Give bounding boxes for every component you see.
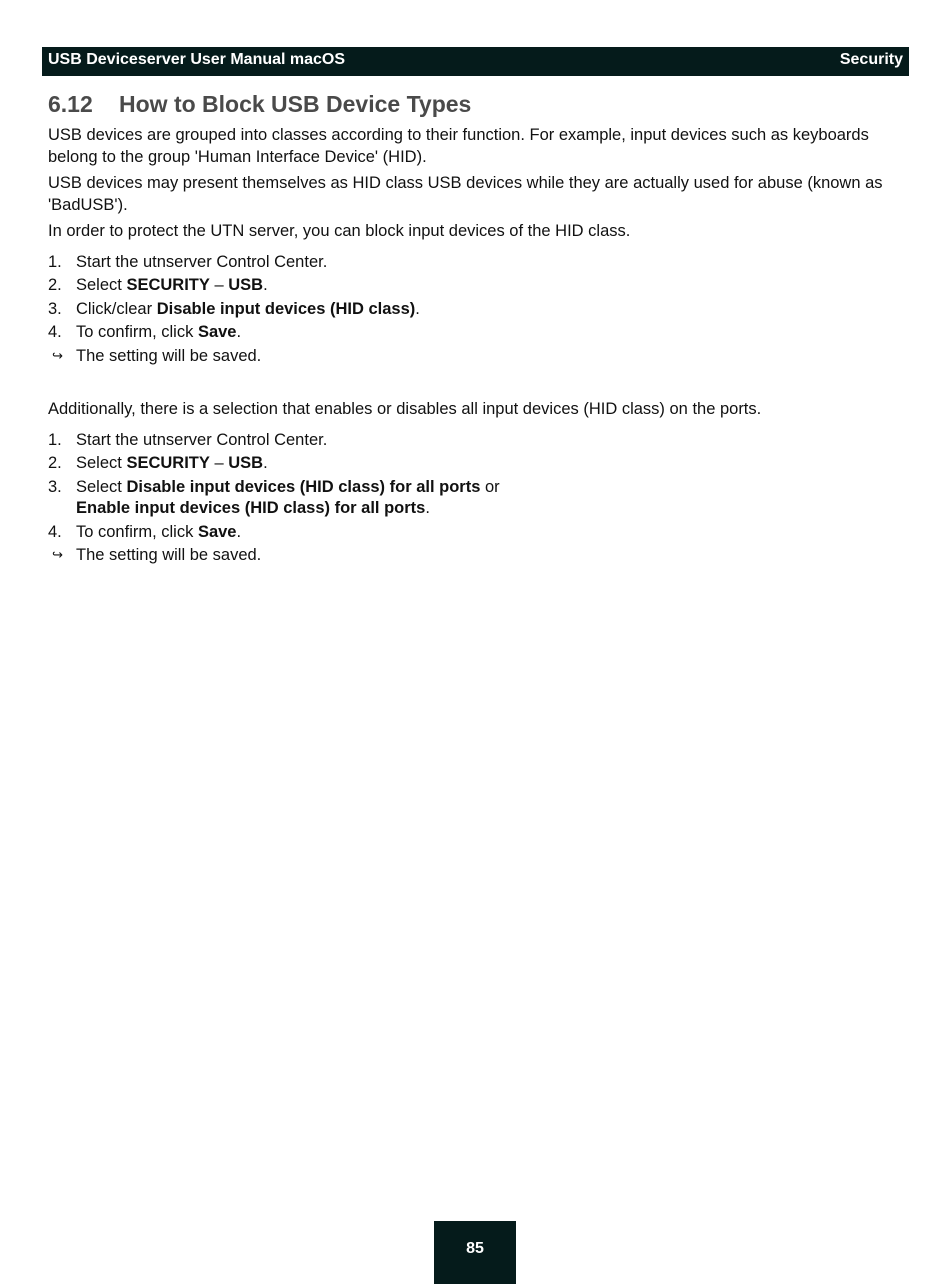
step-text: Select Disable input devices (HID class) for all ports or Enable input devices (HID class) for all ports. (76, 477, 500, 517)
save-label: Save (197, 323, 237, 341)
list-item (48, 545, 908, 567)
intro-paragraph-2: USB devices may present themselves as HID class USB devices while they are actually used for abuse (known as 'BadUSB'). (48, 174, 883, 214)
procedure-all-ports (48, 430, 908, 567)
step-result: The setting will be saved. (76, 346, 262, 365)
running-header (42, 47, 909, 76)
menu-usb: USB (228, 454, 264, 472)
result-arrow-icon: ↪ (52, 548, 63, 563)
option-disable-all-ports: Disable input devices (HID class) for all ports (126, 477, 481, 496)
list-item (48, 453, 908, 475)
chapter-name: Security (839, 50, 903, 68)
menu-security: SECURITY (126, 276, 210, 294)
list-item (48, 275, 908, 297)
option-disable-hid: Disable input devices (HID class) (156, 299, 416, 318)
list-item (48, 477, 908, 520)
step-text: Start the utnserver Control Center. (76, 430, 328, 449)
step-text: To confirm, click Save. (76, 522, 242, 541)
intro-paragraph-1: USB devices are grouped into classes according to their function. For example, input devices such as keyboards belong to the group 'Human Interface Device' (HID). (48, 126, 869, 166)
intro-paragraph-3: In order to protect the UTN server, you can block input devices of the HID class. (48, 222, 631, 240)
step-number: 3. (48, 299, 62, 318)
list-item (48, 322, 908, 344)
section-heading (48, 89, 908, 119)
step-text: Click/clear Disable input devices (HID class). (76, 299, 420, 318)
manual-title: USB Deviceserver User Manual macOS (48, 50, 346, 68)
page-content (48, 89, 908, 569)
page-number-text: 85 (466, 1239, 484, 1257)
step-text: Select SECURITY – USB. (76, 276, 268, 294)
step-number: 1. (48, 252, 62, 271)
option-enable-all-ports: Enable input devices (HID class) for all ports (76, 499, 426, 517)
list-item (48, 299, 908, 321)
section-title: How to Block USB Device Types (119, 90, 472, 117)
list-item (48, 430, 908, 452)
step-number: 4. (48, 522, 62, 541)
save-label: Save (197, 522, 237, 541)
step-number: 2. (48, 276, 62, 294)
procedure-block-hid (48, 252, 908, 368)
step-text: To confirm, click Save. (76, 323, 242, 341)
step-number: 1. (48, 430, 62, 449)
list-item (48, 252, 908, 274)
menu-usb: USB (228, 276, 264, 294)
spacer (48, 369, 908, 399)
menu-security: SECURITY (126, 454, 210, 472)
step-result: The setting will be saved. (76, 546, 262, 564)
additional-paragraph: Additionally, there is a selection that enables or disables all input devices (HID class) on the ports. (48, 400, 762, 418)
result-arrow-icon: ↪ (52, 348, 63, 364)
list-item (48, 346, 908, 368)
list-item (48, 522, 908, 544)
step-text: Start the utnserver Control Center. (76, 252, 328, 271)
section-number: 6.12 (48, 90, 93, 117)
step-number: 4. (48, 323, 62, 341)
step-text: Select SECURITY – USB. (76, 454, 268, 472)
step-number: 3. (48, 477, 62, 496)
step-number: 2. (48, 454, 62, 472)
page-number (434, 1221, 516, 1284)
